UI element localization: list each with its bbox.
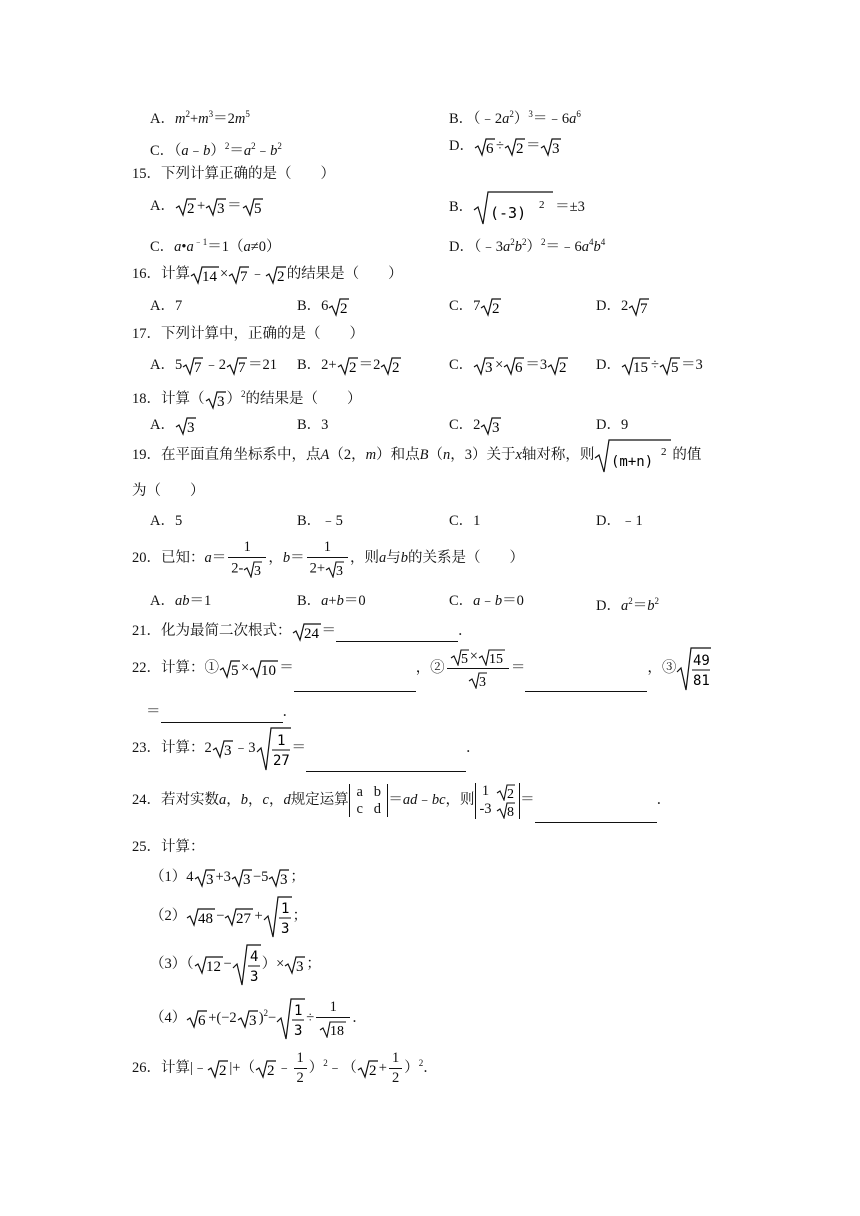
svg-text:5: 5	[253, 200, 262, 217]
svg-text:(-3): (-3)	[490, 203, 527, 222]
svg-text:2: 2	[392, 359, 400, 376]
q25-stem: 25．计算：	[132, 839, 205, 855]
svg-text:3: 3	[485, 359, 493, 376]
svg-text:2: 2	[559, 359, 567, 376]
svg-text:3: 3	[216, 393, 224, 410]
svg-text:14: 14	[202, 268, 217, 285]
q15-option-c: C．$a•a^{﹣1}=1(a\ne 0)$	[150, 237, 281, 255]
q14-option-b: B．$(﹣2a^2)^3=﹣6a^6$	[449, 109, 581, 127]
q17-option-b: B．2+ 2 ＝2 2	[297, 357, 400, 376]
svg-text:2: 2	[515, 140, 524, 157]
q22-answer-3: ＝ ．	[146, 701, 297, 723]
svg-text:8: 8	[507, 804, 515, 819]
svg-text:5: 5	[460, 652, 468, 667]
q19-stem-continued: 为（ ）	[132, 483, 205, 499]
svg-text:5: 5	[231, 662, 239, 679]
q15-option-d: D．$(﹣3a^2b^2)^2=﹣6a^4b^4$	[449, 237, 606, 255]
determinant: 1 2 -3 8	[475, 783, 521, 819]
svg-text:7: 7	[237, 359, 246, 376]
svg-text:2: 2	[507, 786, 515, 801]
svg-text:1: 1	[280, 900, 290, 917]
svg-text:3: 3	[205, 871, 213, 888]
q18-option-d: D．9	[596, 417, 629, 433]
svg-text:(m+n): (m+n)	[611, 453, 654, 470]
q24-stem: 24．若对实数a，b，c，d规定运算 a b c d＝ad﹣bc，则1 2 -3 8 ＝ ．	[132, 777, 671, 823]
q20-option-d: D．$a^2=b^2$	[596, 596, 659, 614]
svg-text:27: 27	[236, 910, 252, 927]
svg-text:2: 2	[267, 1062, 275, 1079]
svg-text:1: 1	[294, 1002, 303, 1019]
svg-text:2: 2	[186, 200, 195, 217]
svg-text:2: 2	[492, 300, 500, 317]
q18-option-b: B．3	[297, 417, 329, 433]
svg-text:5: 5	[670, 359, 679, 376]
svg-text:3: 3	[552, 140, 560, 157]
svg-text:3: 3	[478, 675, 486, 690]
svg-text:15: 15	[632, 359, 648, 376]
svg-text:3: 3	[492, 419, 500, 436]
answer-blank	[294, 675, 416, 692]
svg-text:10: 10	[261, 662, 277, 679]
q17-option-c: C． 3 × 6 ＝3 2	[449, 357, 567, 376]
svg-text:2: 2	[348, 359, 357, 376]
q16-option-a: A．7	[150, 298, 183, 314]
svg-text:3: 3	[254, 563, 262, 578]
q21-stem: 21．化为最简二次根式： 24 ＝ ．	[132, 623, 473, 642]
q17-stem: 17．下列计算中，正确的是（ ）	[132, 326, 364, 342]
q19-option-c: C．1	[449, 513, 481, 529]
svg-text:4: 4	[249, 948, 259, 965]
svg-text:7: 7	[640, 300, 648, 317]
q20-stem: 20．已知：a＝ 1 2- 3 ，b＝ 1 2+ 3 ，则a与b的关系是（ ）	[132, 538, 525, 578]
answer-blank	[306, 755, 466, 772]
answer-blank	[535, 806, 657, 823]
svg-text:12: 12	[205, 958, 221, 975]
determinant: a b c d	[349, 784, 389, 817]
svg-text:3: 3	[336, 563, 344, 578]
q14-option-a: A．$m^2+m^3=2m^5$	[150, 109, 250, 127]
q14-option-c: C．$(a﹣b)^2=a^2﹣b^2$	[150, 141, 282, 159]
svg-text:81: 81	[693, 672, 711, 689]
q19-option-d: D．﹣1	[596, 513, 643, 529]
svg-text:3: 3	[186, 419, 195, 436]
q20-option-a: A．ab＝1	[150, 593, 212, 609]
svg-text:7: 7	[240, 268, 248, 285]
q25-part-1: （1）4 3 +3 3 −5 3 ；	[150, 869, 305, 888]
q16-option-c: C．7 2	[449, 298, 500, 317]
svg-text:6: 6	[485, 140, 494, 157]
q23-stem: 23．计算：2 3 ﹣3 1 27 ＝ ．	[132, 725, 481, 771]
svg-text:3: 3	[296, 958, 304, 975]
q14-option-d: D． 6 ÷ 2 ＝ 3	[449, 138, 560, 157]
svg-text:7: 7	[194, 359, 202, 376]
q18-stem: 18．计算（ 3 ）$^2$的结果是（ ）	[132, 389, 362, 410]
q17-option-a: A．5 7 ﹣2 7 ＝21	[150, 357, 277, 376]
answer-blank	[161, 706, 283, 723]
q19-option-a: A．5	[150, 513, 183, 529]
svg-text:18: 18	[330, 1023, 345, 1038]
q15-stem: 15．下列计算正确的是（ ）	[132, 166, 335, 182]
q17-option-d: D． 15 ÷ 5 ＝3	[596, 357, 703, 376]
svg-text:2: 2	[661, 445, 667, 458]
svg-text:2: 2	[219, 1062, 227, 1079]
q25-part-4: （4） 6 +(−2 3 )$^2$− 1 3 ÷ $\frac{1}{18}$ ．	[150, 998, 367, 1039]
svg-text:2: 2	[539, 198, 545, 211]
svg-text:6: 6	[515, 359, 523, 376]
q16-option-d: D．2 7	[596, 298, 648, 317]
q16-stem: 16．计算 14 × 7 ﹣ 2 的结果是（ ）	[132, 266, 403, 285]
svg-text:3: 3	[248, 1012, 257, 1029]
q19-stem: 19．在平面直角坐标系中，点A（2，m）和点B（n，3）关于x轴对称，则 (m+n) 2 的值	[132, 432, 701, 478]
svg-text:3: 3	[280, 920, 290, 937]
q18-option-a: A． 3	[150, 417, 195, 436]
q16-option-b: B．6 2	[297, 298, 348, 317]
svg-text:3: 3	[249, 968, 259, 985]
svg-text:2: 2	[368, 1062, 377, 1079]
svg-text:3: 3	[294, 1022, 303, 1039]
svg-text:2: 2	[340, 300, 348, 317]
svg-text:27: 27	[272, 752, 290, 769]
q15-option-a: A． 2 + 3 ＝ 5	[150, 198, 262, 217]
svg-text:15: 15	[488, 652, 503, 667]
q15-option-b: B． (-3) 2 ＝±3	[449, 184, 585, 230]
fraction: 1 2- 3	[228, 540, 266, 578]
svg-text:1: 1	[276, 732, 285, 749]
sqrt-symbol	[474, 137, 496, 157]
q20-option-c: C．a﹣b＝0	[449, 593, 524, 609]
q26-stem: 26．计算|﹣ 2 |+（ 2 ﹣ $\frac{1}{2}$ ）$^2$﹣（ 2 + $\frac{1}{2}$ ）$^2$．	[132, 1049, 438, 1087]
svg-text:2: 2	[276, 268, 285, 285]
svg-text:3: 3	[242, 871, 251, 888]
svg-text:3: 3	[223, 742, 232, 759]
svg-text:48: 48	[198, 910, 214, 927]
svg-text:6: 6	[198, 1012, 206, 1029]
q18-option-c: C．2 3	[449, 417, 500, 436]
q20-option-b: B．a+b＝0	[297, 593, 366, 609]
svg-text:49: 49	[693, 652, 711, 669]
answer-blank	[525, 675, 647, 692]
svg-text:3: 3	[280, 871, 288, 888]
svg-text:3: 3	[217, 200, 225, 217]
svg-text:24: 24	[303, 625, 319, 642]
q22-stem: 22．计算：① 5 × 10 ＝ ，② 5 × 15 3 ＝ ，③ 49 81	[132, 645, 712, 691]
q19-option-b: B．﹣5	[297, 513, 343, 529]
q25-part-2: （2） 48 − 27 + 1 3 ；	[150, 893, 307, 939]
q25-part-3: （3）（ 12 − 4 3 ）× 3 ；	[150, 941, 321, 987]
answer-blank	[336, 625, 458, 642]
